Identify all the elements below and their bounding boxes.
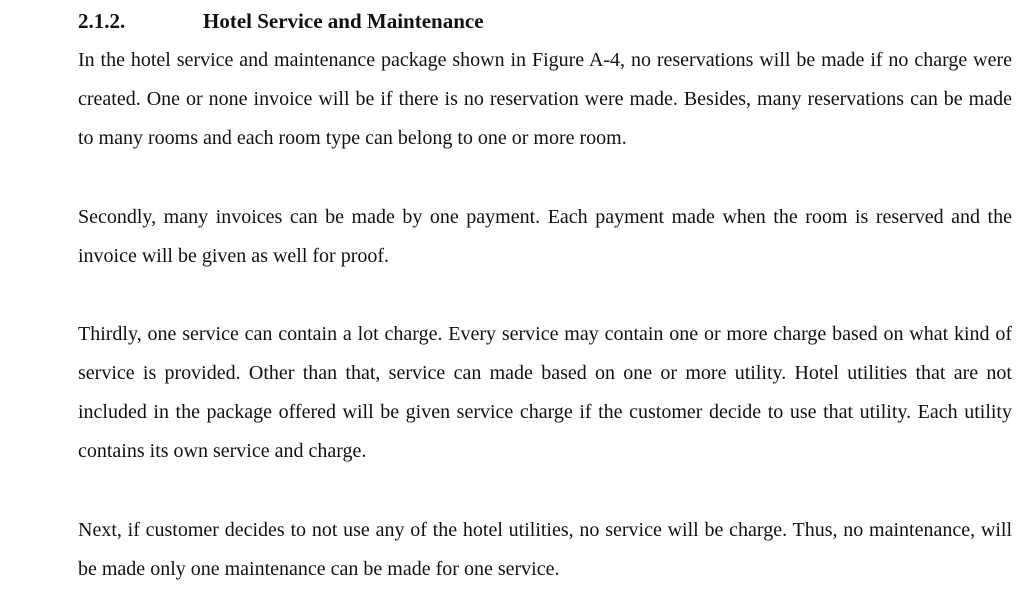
paragraph-reservations: In the hotel service and maintenance package shown in Figure A-4, no reservations will be made if no charge were created. One or none invoice will be if there is no reservation were made. Besides, many reservations can be made to many rooms and each room type can belong to one or more room.: [78, 49, 1012, 149]
paragraph-maintenance: Next, if customer decides to not use any of the hotel utilities, no service will be charge. Thus, no maintenance, will be made only one maintenance can be made for one service.: [78, 519, 1012, 580]
paragraph-services: Thirdly, one service can contain a lot charge. Every service may contain one or more charge based on what kind of service is provided. Other than that, service can made based on one or more utility. Hotel utilities that are not included in the package offered will be given service charge if the customer decide to use that utility. Each utility contains its own service and charge.: [78, 323, 1012, 462]
section-heading: [78, 6, 484, 36]
paragraph-invoices: Secondly, many invoices can be made by one payment. Each payment made when the room is reserved and the invoice will be given as well for proof.: [78, 206, 1012, 267]
section-title: Hotel Service and Maintenance: [203, 9, 484, 33]
section-number: 2.1.2.: [78, 9, 126, 33]
